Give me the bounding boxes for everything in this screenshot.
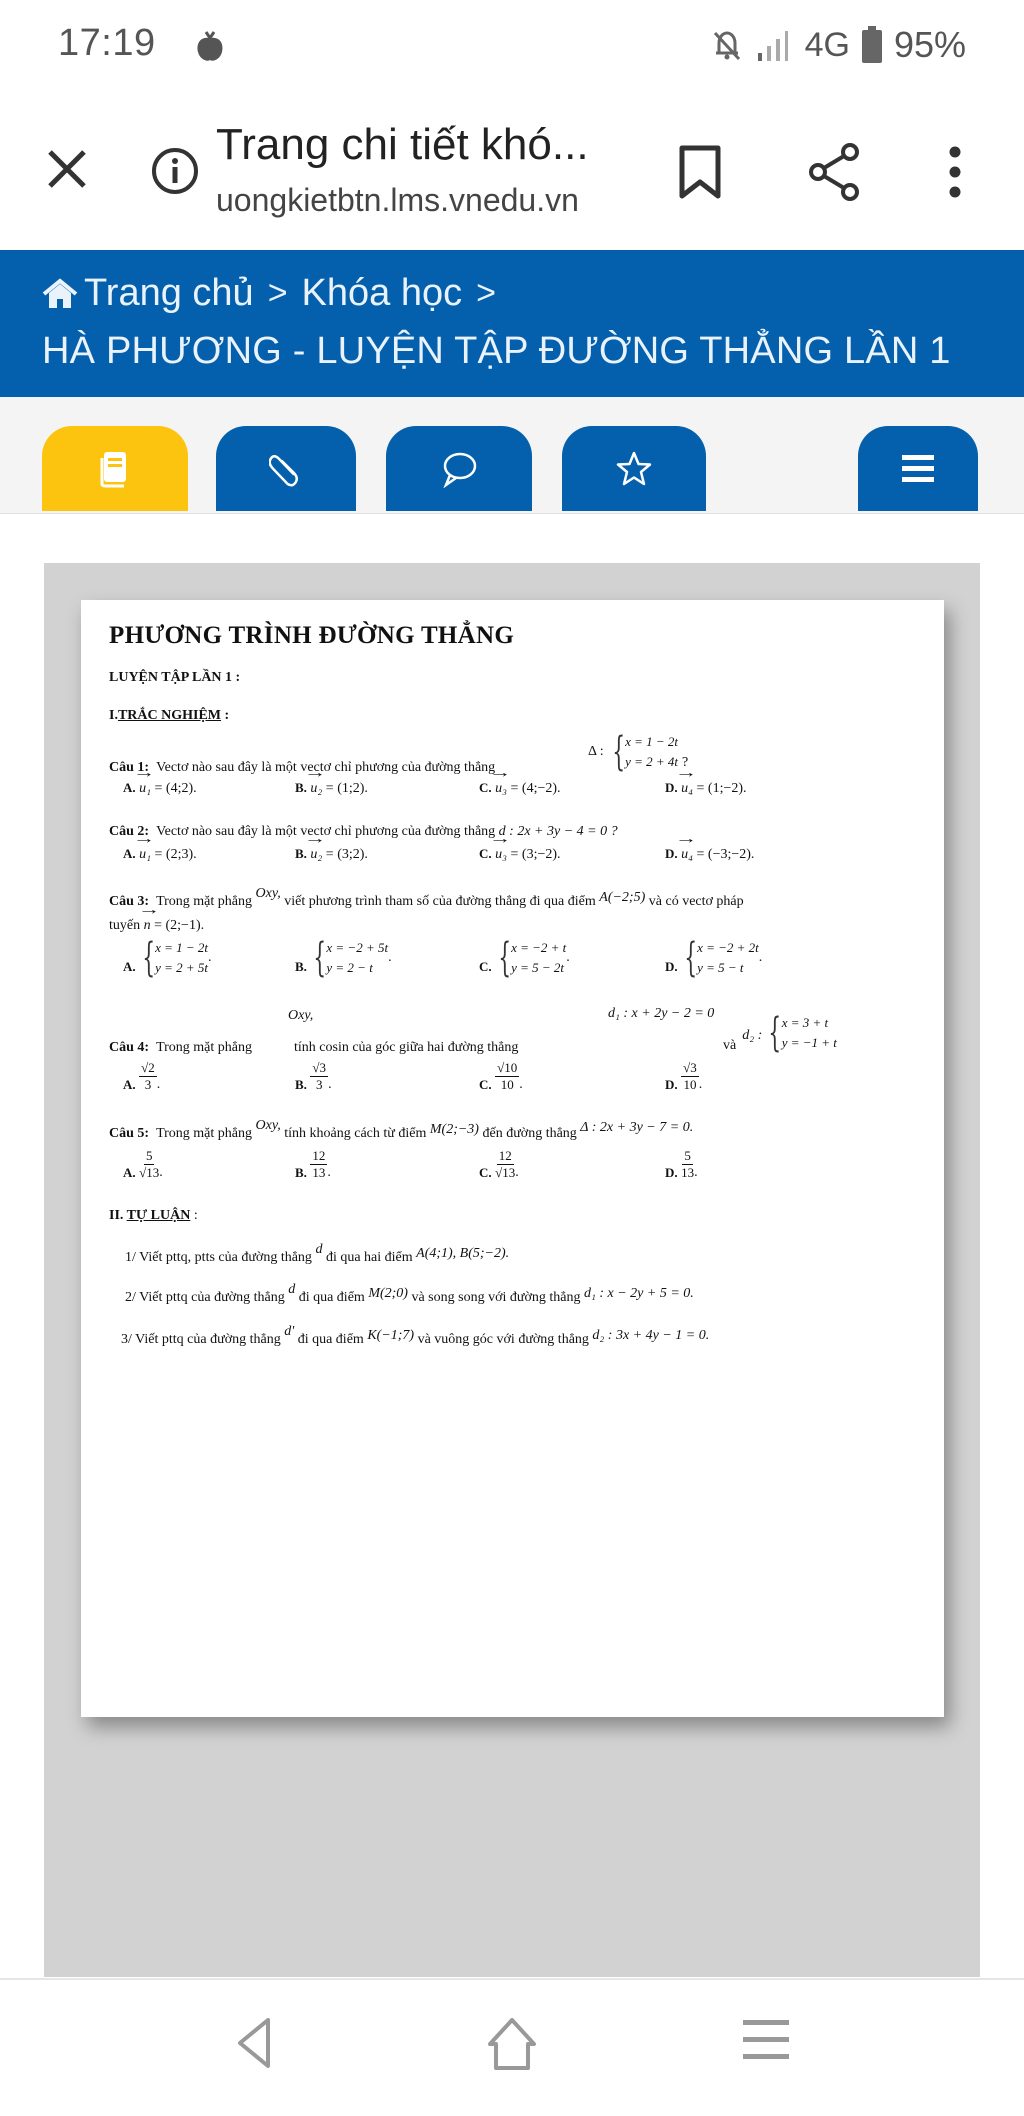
brace: { [684,935,697,981]
section-suffix: : [221,708,230,723]
essay-var: d' [284,1324,295,1339]
essay-math: d₂ : 3x + 4y − 1 = 0. [592,1328,710,1343]
brace: { [768,1010,782,1056]
bookmark-icon[interactable] [676,144,724,200]
sys-line: y = −1 + t [781,1035,837,1050]
doc-title: PHƯƠNG TRÌNH ĐƯỜNG THẲNG [109,622,515,649]
sys-line: y = 2 − t [326,960,373,975]
brace: { [498,935,511,981]
frac-num: √3 [312,1060,327,1075]
close-icon[interactable] [42,144,92,194]
q1-sys-line: x = 1 − 2t [625,734,679,749]
frac-den: 13 [312,1165,326,1180]
q3-text [109,886,744,910]
q4-oxy: Oxy, [288,1008,314,1023]
q1-qmark: ? [682,755,689,770]
q4-d1: d₁ : x + 2y − 2 = 0 [608,1006,715,1021]
essay-item [125,1242,510,1266]
sys-line: y = 5 − t [697,960,744,975]
q4-label: Câu 4: [109,1040,150,1055]
option-value: = (3;−2). [510,847,561,862]
q2-question: Vectơ nào sau đây là một vectơ chỉ phương của đường thẳng [156,824,496,839]
sys-line: x = 1 − 2t [155,940,209,955]
q5-text-part: tính khoảng cách từ điểm [284,1126,427,1141]
vector: → n [144,918,151,934]
q3-text-part: Trong mặt phẳng [156,894,252,909]
essay-text: 1/ Viết pttq, ptts của đường thẳng [125,1250,312,1265]
system-nav-bar [0,1978,1024,2116]
essay-text: và song song với đường thẳng [411,1290,581,1305]
doc-subtitle: LUYỆN TẬP LẦN 1 : [109,670,241,685]
document-page [81,600,944,1717]
more-vert-icon[interactable] [940,144,970,200]
sys-line: y = 5 − 2t [511,960,565,975]
option-end: . [758,950,763,965]
q4-and: và [723,1038,737,1053]
tab-bar [0,397,1024,514]
option-value: = (1;−2). [696,781,747,796]
q3-option-d [665,935,763,981]
q3-option-a [123,935,212,981]
option-value: = (−3;−2). [696,847,755,862]
page-title: Trang chi tiết khó... [216,120,589,169]
q2-option-d [665,846,754,863]
option-letter: D. [665,959,678,974]
q4-option-c: C. $\frac{√10}{10}$ . [479,1060,523,1092]
essay-var: d [315,1242,323,1257]
q3-text-part: viết phương trình tham số của đường thẳng đi qua điểm [284,894,596,909]
option-letter: D. [665,780,678,795]
tab-favorites[interactable] [562,426,706,511]
option-end: . [208,950,212,965]
option-letter: A. [123,780,136,795]
option-letter: A. [123,1077,136,1092]
q5-point: M(2;−3) [429,1122,479,1137]
recents-icon[interactable] [742,2016,790,2064]
vector: → u₄ [681,847,693,863]
vector: → u₄ [681,781,693,797]
q1-delta: Δ : [588,744,604,759]
q3-option-b [295,935,392,981]
q2-text [109,824,618,840]
option-value: = (1;2). [325,781,368,796]
option-letter: D. [665,1077,678,1092]
info-icon[interactable] [150,146,200,196]
section-heading [109,708,229,724]
option-letter: A. [123,959,136,974]
signal-icon [755,27,795,63]
comment-icon [440,450,478,488]
q4-text-part: tính cosin của góc giữa hai đường thẳng [294,1040,519,1055]
frac-den: √13 [139,1165,160,1180]
breadcrumb [42,272,510,315]
option-letter: B. [295,846,307,861]
page-url[interactable]: uongkietbtn.lms.vnedu.vn [216,182,579,218]
battery-percent: 95% [893,24,966,65]
option-letter: C. [479,959,492,974]
section-label: TRẮC NGHIỆM [117,708,222,723]
q1-line-system [588,729,689,775]
option-end: . [388,950,392,965]
frac-num: √3 [683,1060,697,1075]
breadcrumb-courses[interactable]: Khóa học [301,272,463,314]
essay-var: d [288,1282,296,1297]
q5-option-b: B. $\frac{12}{13}$ . [295,1148,331,1180]
home-nav-icon[interactable] [484,2016,540,2072]
course-title: HÀ PHƯƠNG - LUYỆN TẬP ĐƯỜNG THẲNG LẦN 1 [42,330,951,372]
frac-num: √2 [141,1060,155,1075]
essay-item [121,1324,710,1348]
option-letter: B. [295,959,307,974]
option-letter: A. [123,1165,136,1180]
q3-text-part: và có vectơ pháp [648,894,744,909]
sys-line: y = 2 + 5t [155,960,209,975]
q4-text-part: Trong mặt phẳng [156,1040,252,1055]
q1-sys-line: y = 2 + 4t [625,754,679,769]
section-suffix: : [190,1208,198,1223]
essay-text: và vuông góc với đường thẳng [417,1332,589,1347]
sys-line: x = −2 + 2t [697,940,759,955]
option-value: = (3;2). [325,847,368,862]
star-icon [615,450,653,488]
essay-math: K(−1;7) [367,1328,415,1343]
vector: → u₁ [139,781,151,797]
q5-text-part: đến đường thẳng [482,1126,577,1141]
q3-text-part: tuyến [109,918,141,933]
status-time: 17:19 [58,22,156,64]
back-icon[interactable] [234,2016,274,2070]
q4-option-b: B. $\frac{√3}{3}$ . [295,1060,332,1092]
option-letter: D. [665,1165,678,1180]
tab-menu[interactable] [858,426,978,511]
q1-system [606,729,679,775]
sys-line: x = 3 + t [781,1015,829,1030]
q3-label: Câu 3: [109,894,150,909]
battery-icon [860,25,884,65]
option-letter: C. [479,780,492,795]
tab-attachments[interactable] [216,426,356,511]
essay-math: A(4;1), B(5;−2). [416,1246,510,1261]
q2-option-a [123,846,197,863]
option-letter: B. [295,780,307,795]
q2-option-b [295,846,368,863]
essay-text: 3/ Viết pttq của đường thẳng [121,1332,281,1347]
sys-line: x = −2 + t [511,940,567,955]
vector: → u₃ [495,781,507,797]
essay-math: M(2;0) [368,1286,408,1301]
q4-option-a: A. $\frac{√2}{3}$ . [123,1060,161,1092]
essay-math: d₁ : x − 2y + 5 = 0. [583,1286,694,1301]
breadcrumb-separator: > [267,274,288,312]
browser-toolbar [0,100,1024,245]
essay-item [125,1282,694,1306]
bell-off-icon [709,27,745,63]
q2-label: Câu 2: [109,824,150,839]
fruit-icon [192,28,228,64]
q5-text [109,1118,694,1142]
share-icon[interactable] [806,142,862,202]
option-value: = (4;−2). [510,781,561,796]
frac-den: 10 [683,1077,697,1092]
option-letter: A. [123,846,136,861]
tab-content[interactable] [42,426,188,511]
frac-den: 3 [315,1077,323,1092]
frac-den: 13 [681,1165,695,1180]
vector: → u₃ [495,847,507,863]
frac-num: √10 [497,1060,518,1075]
tab-comments[interactable] [386,426,532,511]
section-prefix: II. [109,1208,127,1223]
q4-option-d: D. $\frac{√3}{10}$ . [665,1060,703,1092]
q3-text-2 [109,918,204,934]
q4-text [109,1040,518,1056]
option-letter: D. [665,846,678,861]
menu-icon [900,453,936,485]
q5-option-a: A. $\frac{5}{√13}$ . [123,1148,163,1180]
q5-line: Δ : 2x + 3y − 7 = 0. [580,1120,694,1135]
brace: { [313,935,327,981]
option-letter: C. [479,846,492,861]
home-icon[interactable] [42,278,78,310]
q3-option-c [479,935,570,981]
q5-option-c: C. $\frac{12}{√13}$ . [479,1148,519,1180]
section-prefix: I. [109,708,118,723]
frac-den: 3 [144,1077,152,1092]
book-icon [98,450,132,488]
section-label: TỰ LUẬN [126,1208,191,1223]
section-heading-2 [109,1208,198,1224]
brace: { [142,935,155,981]
q1-option-c [479,780,561,797]
frac-num: 12 [498,1148,512,1163]
option-letter: B. [295,1165,307,1180]
q1-option-a [123,780,197,797]
vector: → u₂ [310,847,322,863]
q2-equation: d : 2x + 3y − 4 = 0 ? [498,824,618,839]
q1-option-d [665,780,747,797]
frac-den: 10 [500,1077,514,1092]
q2-option-c [479,846,561,863]
frac-num: 5 [684,1148,691,1163]
q5-text-part: Trong mặt phẳng [156,1126,252,1141]
breadcrumb-home[interactable]: Trang chủ [84,272,254,314]
option-letter: C. [479,1077,492,1092]
status-right [709,24,966,66]
q1-question: Vectơ nào sau đây là một vectơ chỉ phương của đường thẳng [156,760,496,775]
course-header [0,250,1024,397]
sys-line: x = −2 + 5t [326,940,389,955]
q3-normal-value: = (2;−1). [154,918,205,933]
network-label: 4G [804,25,850,64]
frac-num: 12 [312,1148,326,1163]
breadcrumb-separator: > [476,274,496,312]
essay-text: đi qua điểm [297,1332,364,1347]
option-value: = (2;3). [154,847,197,862]
option-letter: B. [295,1077,307,1092]
option-letter: C. [479,1165,492,1180]
q5-label: Câu 5: [109,1126,150,1141]
frac-num: 5 [145,1148,153,1163]
vector: → u₁ [139,847,151,863]
q1-label: Câu 1: [109,760,150,775]
vector: → u₂ [310,781,322,797]
q3-point: A(−2;5) [599,890,646,905]
q4-d2-label: d₂ : [742,1028,763,1043]
paperclip-icon [269,450,303,488]
q1-option-b [295,780,368,797]
essay-text: 2/ Viết pttq của đường thẳng [125,1290,285,1305]
brace: { [611,729,625,775]
q4-d2 [723,1012,837,1054]
q5-option-d: D. $\frac{5}{13}$ . [665,1148,698,1180]
option-value: = (4;2). [154,781,197,796]
frac-den: √13 [495,1165,516,1180]
essay-text: đi qua hai điểm [325,1250,413,1265]
oxy: Oxy, [255,886,281,901]
status-bar [0,0,1024,100]
q1-text [109,760,495,776]
option-end: . [566,950,570,965]
oxy: Oxy, [255,1118,281,1133]
essay-text: đi qua điểm [298,1290,365,1305]
